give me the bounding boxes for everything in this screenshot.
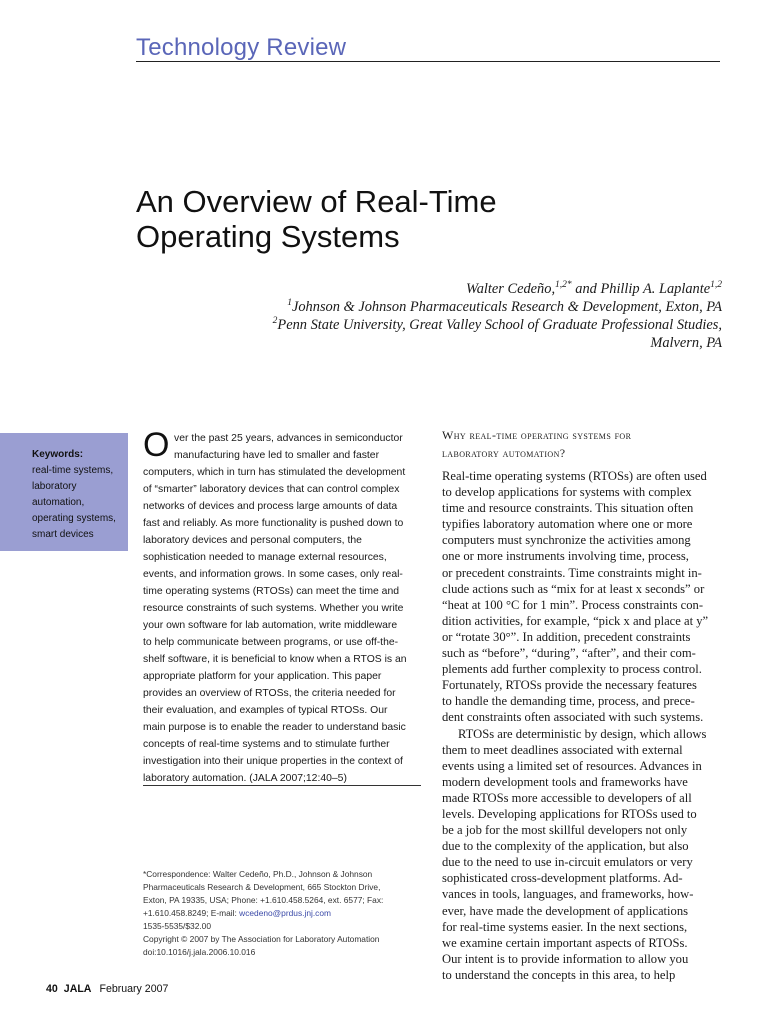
- body-line: such as “before”, “during”, “after”, and their com-: [442, 646, 696, 661]
- abstract-line: laboratory devices and personal computers, the: [143, 535, 362, 546]
- abstract-line: fast and reliably. As more functionality is pushed down to: [143, 518, 404, 529]
- abstract-line: to help communicate between programs, or use off-the-: [143, 637, 399, 648]
- journal-name: JALA: [63, 983, 92, 995]
- doi-line[interactable]: doi:10.1016/j.jala.2006.10.016: [143, 947, 256, 957]
- section-header: Technology Review: [136, 34, 347, 61]
- body-line: for real-time systems easier. In the next sections,: [442, 919, 688, 934]
- correspondence-line: *Correspondence: Walter Cedeño, Ph.D., Johnson & Johnson: [143, 869, 373, 879]
- abstract-line: main purpose is to enable the reader to understand basic: [143, 722, 406, 733]
- keyword-item: automation,: [32, 497, 85, 508]
- correspondence-line: Exton, PA 19335, USA; Phone: +1.610.458.5264, ext. 6577; Fax:: [143, 895, 384, 905]
- body-line: be a job for the most skillful developers not only: [442, 823, 688, 838]
- author-name: Walter Cedeño,: [466, 281, 556, 297]
- authors-block: [162, 280, 722, 352]
- author-line: [162, 280, 722, 298]
- body-line: one or more instruments involving time, process,: [442, 549, 689, 564]
- body-line: levels. Developing applications for RTOSs used to: [442, 806, 697, 821]
- body-line: plements add further complexity to process control.: [442, 662, 702, 677]
- abstract-dropcap: O: [143, 426, 170, 464]
- affiliation-line: [162, 298, 722, 316]
- body-line: vances in tools, languages, and frameworks, how-: [442, 887, 694, 902]
- affiliation-superscript: 1: [287, 298, 292, 309]
- body-line: to handle the demanding time, process, and prece-: [442, 694, 695, 709]
- title-line: An Overview of Real-Time: [136, 184, 497, 219]
- abstract-line: of “smarter” laboratory devices that can control complex: [143, 484, 400, 495]
- body-line: or “rotate 30°”. In addition, precedent constraints: [442, 629, 691, 644]
- abstract-line: laboratory automation. (JALA 2007;12:40–5): [143, 773, 347, 784]
- body-line: typifies laboratory automation where one or more: [442, 517, 693, 532]
- author-name: and Phillip A. Laplante: [571, 281, 711, 297]
- body-line: made RTOSs more accessible to developers of all: [442, 790, 692, 805]
- affiliation-line: [162, 316, 722, 334]
- abstract-line: shelf software, it is beneficial to know when a RTOS is an: [143, 654, 407, 665]
- affiliation-text: Malvern, PA: [650, 335, 722, 351]
- body-line: Fortunately, RTOSs provide the necessary features: [442, 678, 697, 693]
- body-line: them to meet deadlines associated with external: [442, 742, 683, 757]
- abstract-line: computers, which in turn has stimulated the development: [143, 467, 406, 478]
- body-line: “heat at 100 °C for 1 min”. Process constraints con-: [442, 597, 704, 612]
- body-line: sophisticated cross-development platforms. Ad-: [442, 871, 683, 886]
- section-heading: [442, 426, 732, 462]
- abstract-line: time operating systems (RTOSs) can meet the time and: [143, 586, 400, 597]
- abstract-line: appropriate platform for your application. This paper: [143, 671, 382, 682]
- header-rule: [136, 61, 720, 62]
- keywords-box: [0, 433, 128, 551]
- body-line: computers must synchronize the activities among: [442, 533, 691, 548]
- body-line: Our intent is to provide information to allow you: [442, 951, 689, 966]
- keyword-item: laboratory: [32, 481, 77, 492]
- abstract: [143, 426, 421, 787]
- abstract-line: networks of devices and process large amounts of data: [143, 501, 398, 512]
- keyword-item: smart devices: [32, 529, 94, 540]
- keywords-list: [32, 463, 122, 543]
- abstract-divider: [143, 785, 421, 786]
- abstract-line: sophistication needed to manage external resources,: [143, 552, 387, 563]
- body-line: dition activities, for example, “pick x and place at y”: [442, 613, 709, 628]
- correspondence-line: Pharmaceuticals Research & Development, 665 Stockton Drive,: [143, 882, 381, 892]
- email-link[interactable]: wcedeno@prdus.jnj.com: [239, 908, 331, 918]
- section-heading-line: Why real-time operating systems for: [442, 428, 632, 442]
- issue-date: February 2007: [99, 983, 169, 995]
- abstract-line: concepts of real-time systems and to stimulate further: [143, 739, 390, 750]
- body-line: Real-time operating systems (RTOSs) are often used: [442, 469, 707, 483]
- footnotes: [143, 868, 423, 959]
- abstract-line: ver the past 25 years, advances in semiconductor: [174, 433, 403, 444]
- page-number: 40: [46, 983, 58, 995]
- body-line: clude actions such as “mix for at least x seconds” or: [442, 581, 705, 596]
- keywords-heading: Keywords:: [32, 449, 84, 460]
- body-line: events using a limited set of resources. Advances in: [442, 758, 702, 773]
- abstract-line: resource constraints of such systems. Whether you write: [143, 603, 404, 614]
- abstract-line: manufacturing have led to smaller and faster: [174, 450, 380, 461]
- body-line: due to the complexity of the application, but also: [442, 839, 689, 854]
- body-line: dent constraints often associated with such systems.: [442, 710, 704, 725]
- abstract-line: events, and information grows. In some cases, only real-: [143, 569, 403, 580]
- affiliation-text: Johnson & Johnson Pharmaceuticals Research & Development, Exton, PA: [291, 299, 722, 315]
- affiliation-superscript: 2: [272, 316, 278, 327]
- section-heading-line: laboratory automation?: [442, 446, 566, 460]
- body-line: we examine certain important aspects of RTOSs.: [442, 935, 688, 950]
- abstract-line: investigation into their unique properties in the context of: [143, 756, 403, 767]
- abstract-line: their evaluation, and examples of typical RTOSs. Our: [143, 705, 388, 716]
- body-line: time and resource constraints. This situation often: [442, 501, 694, 516]
- correspondence-line: [143, 907, 423, 920]
- keyword-item: operating systems,: [32, 513, 116, 524]
- issn-line: 1535-5535/$32.00: [143, 921, 211, 931]
- fax-text: +1.610.458.8249; E-mail:: [143, 908, 240, 918]
- copyright-line: Copyright © 2007 by The Association for Laboratory Automation: [143, 934, 380, 944]
- keyword-item: real-time systems,: [32, 465, 114, 476]
- title-line: Operating Systems: [136, 219, 400, 254]
- body-line: modern development tools and frameworks have: [442, 774, 688, 789]
- body-line: ever, have made the development of applications: [442, 903, 689, 918]
- abstract-line: your own software for lab automation, write middleware: [143, 620, 398, 631]
- body-line: to understand the concepts in this area, to help: [442, 967, 676, 982]
- affiliation-text: Penn State University, Great Valley School of Graduate Professional Studies,: [277, 317, 722, 333]
- body-line: or precedent constraints. Time constraints might in-: [442, 565, 702, 580]
- body-line: RTOSs are deterministic by design, which allows: [458, 726, 707, 741]
- affiliation-line: [162, 334, 722, 352]
- body-text: [442, 468, 724, 983]
- abstract-line: provides an overview of RTOSs, the criteria needed for: [143, 688, 396, 699]
- paper-title: [136, 184, 696, 254]
- body-line: to develop applications for systems with complex: [442, 485, 692, 500]
- page-footer: [46, 983, 168, 995]
- body-line: due to the need to use in-circuit emulators or very: [442, 855, 693, 870]
- author-superscript: 1,2*: [555, 280, 572, 291]
- author-superscript: 1,2: [710, 280, 722, 291]
